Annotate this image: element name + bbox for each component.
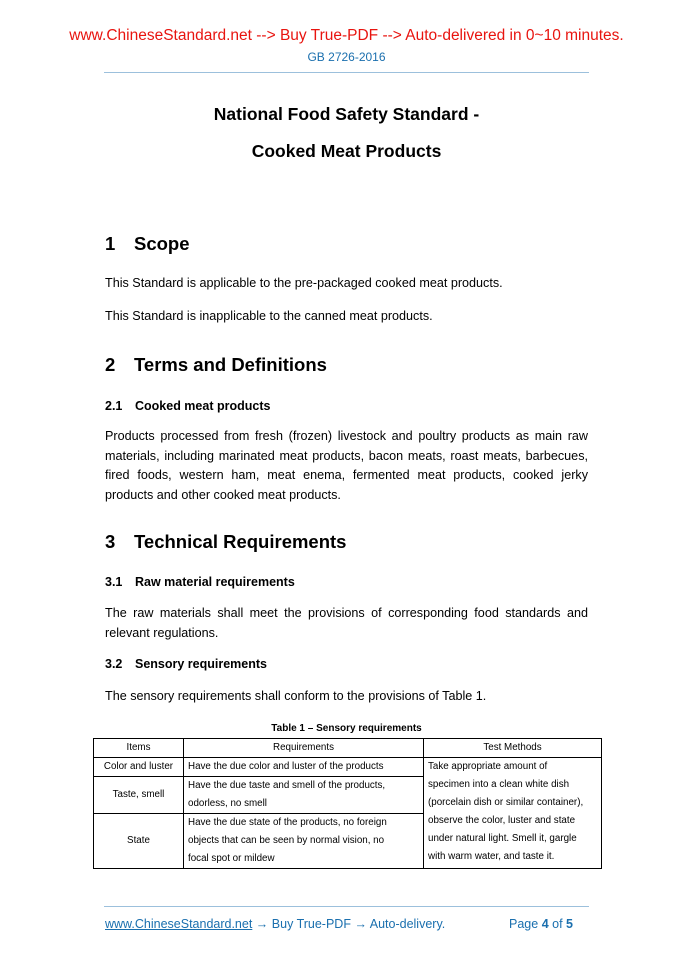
table-cell-requirement: Have the due state of the products, no foreign [184, 814, 424, 833]
section-number: 3 [105, 531, 116, 552]
header-divider [104, 72, 589, 73]
paragraph: This Standard is applicable to the pre-packaged cooked meat products. [105, 276, 503, 290]
section-heading-technical [105, 531, 346, 553]
test-method-line: (porcelain dish or similar container), [428, 797, 584, 808]
test-method-line: Take appropriate amount of [428, 761, 548, 772]
test-method-line: under natural light. Smell it, gargle [428, 833, 577, 844]
section-number: 1 [105, 233, 116, 254]
table-cell-requirement: Have the due color and luster of the products [184, 758, 424, 777]
table-cell-requirement: focal spot or mildew [184, 850, 424, 869]
section-heading-scope [105, 233, 190, 255]
subsection-heading [105, 657, 267, 671]
paragraph: The raw materials shall meet the provisions of corresponding food standards and relevant regulations. [105, 606, 588, 640]
table-cell-item: Taste, smell [94, 777, 184, 814]
footer-buy-link[interactable]: Buy True-PDF [271, 917, 351, 931]
document-title-line1: National Food Safety Standard - [213, 104, 480, 124]
promo-banner[interactable]: www.ChineseStandard.net --> Buy True-PDF --> Auto-delivered in 0~10 minutes. [69, 27, 624, 44]
table-row [94, 758, 602, 777]
footer-site-link[interactable]: www.ChineseStandard.net [105, 917, 253, 931]
footer-auto-delivery: Auto-delivery. [369, 917, 446, 931]
definition-paragraph: Products processed from fresh (frozen) livestock and poultry products as main raw materials, including marinated meat products, bacon meats, roast meats, barbecues, fired foods, western ham, meat enema, fermented meat products, cooked jerky products and other cooked meat products. [105, 429, 588, 502]
arrow-icon: → [354, 917, 367, 931]
page-indicator [509, 917, 573, 931]
section-title: Technical Requirements [134, 531, 347, 552]
table-header-cell: Requirements [184, 739, 424, 758]
of-label: of [552, 917, 563, 931]
subsection-number: 3.1 [105, 575, 123, 589]
footer-divider [104, 906, 589, 907]
table-header-row [94, 739, 602, 758]
document-title-line2: Cooked Meat Products [251, 141, 442, 161]
table-cell-requirement: odorless, no smell [184, 795, 424, 814]
arrow-icon: → [255, 917, 269, 931]
subsection-heading [105, 575, 295, 589]
test-method-line: specimen into a clean white dish [428, 779, 570, 790]
table-cell-test-method [424, 758, 602, 869]
section-heading-terms [105, 354, 327, 376]
table-cell-item: Color and luster [94, 758, 184, 777]
section-number: 2 [105, 354, 116, 375]
document-code: GB 2726-2016 [307, 50, 386, 64]
table-caption: Table 1 – Sensory requirements [271, 723, 422, 734]
table-cell-item: State [94, 814, 184, 869]
test-method-line: observe the color, luster and state [428, 815, 576, 826]
section-title: Terms and Definitions [134, 354, 327, 375]
subsection-title: Sensory requirements [135, 657, 267, 671]
table-cell-requirement: Have the due taste and smell of the products, [184, 777, 424, 796]
total-pages: 5 [566, 917, 573, 931]
page-label: Page [509, 917, 539, 931]
subsection-number: 3.2 [105, 657, 123, 671]
current-page-number: 4 [541, 917, 549, 931]
table-header-cell: Items [94, 739, 184, 758]
sensory-requirements-table [93, 738, 602, 869]
subsection-heading [105, 399, 270, 413]
table-cell-requirement: objects that can be seen by normal vision, no [184, 832, 424, 850]
paragraph: This Standard is inapplicable to the canned meat products. [105, 309, 433, 323]
subsection-number: 2.1 [105, 399, 123, 413]
subsection-title: Raw material requirements [135, 575, 295, 589]
footer [105, 917, 573, 931]
paragraph: The sensory requirements shall conform to the provisions of Table 1. [105, 689, 487, 703]
subsection-title: Cooked meat products [135, 399, 271, 413]
section-title: Scope [134, 233, 190, 254]
test-method-line: with warm water, and taste it. [428, 851, 555, 862]
table-header-cell: Test Methods [424, 739, 602, 758]
